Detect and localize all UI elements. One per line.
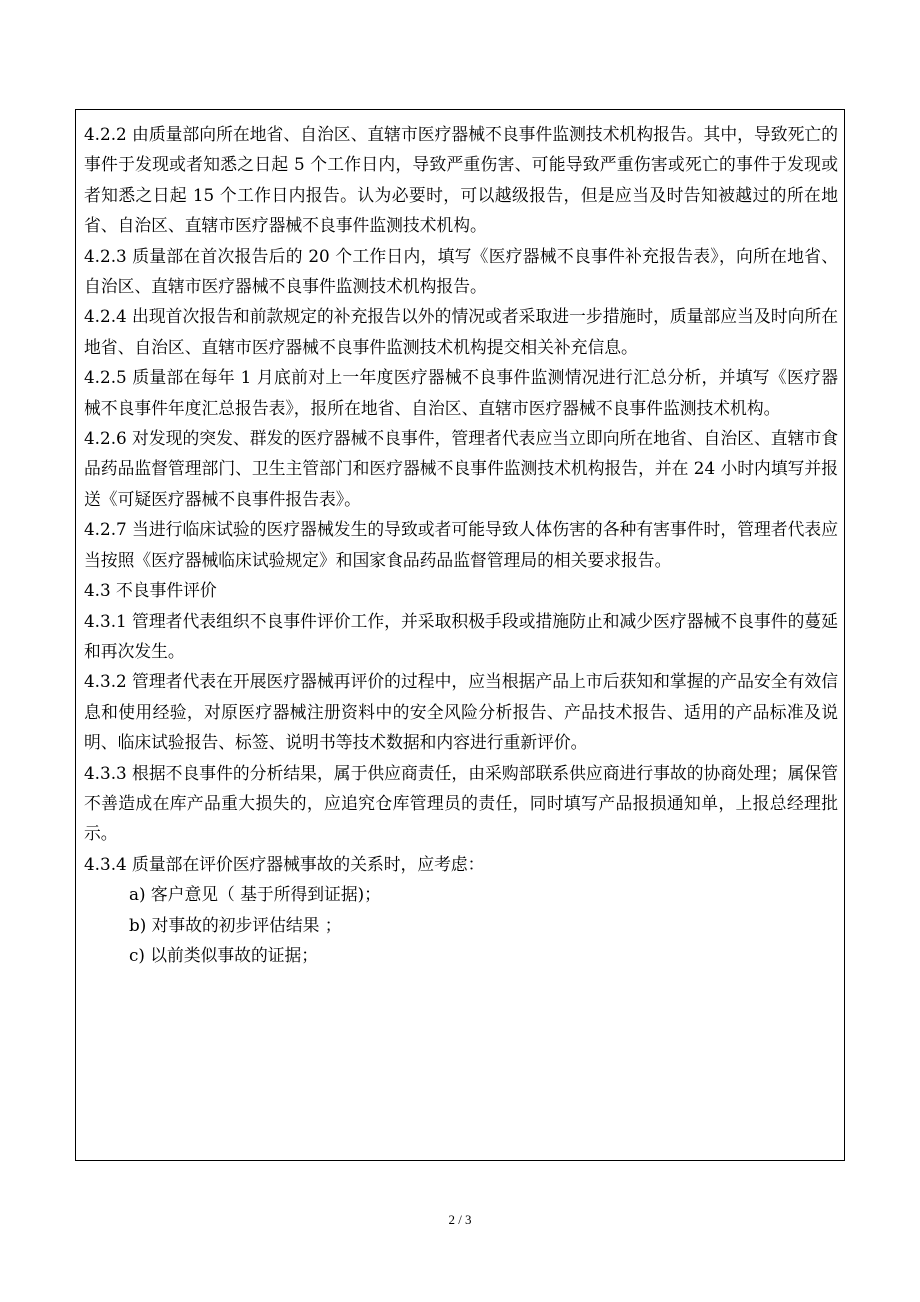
paragraph-4-2-4: 4.2.4 出现首次报告和前款规定的补充报告以外的情况或者采取进一步措施时，质量部应当及时向所在地省、自治区、直辖市医疗器械不良事件监测技术机构提交相关补充信息。 bbox=[84, 306, 838, 357]
page-number: 2 / 3 bbox=[448, 1212, 472, 1227]
content-body bbox=[84, 119, 838, 970]
paragraph-4-2-5: 4.2.5 质量部在每年 1 月底前对上一年度医疗器械不良事件监测情况进行汇总分析，并填写《医疗器械不良事件年度汇总报告表》，报所在地省、自治区、直辖市医疗器械不良事件监测技术机构。 bbox=[84, 367, 838, 418]
paragraph-4-2-2: 4.2.2 由质量部向所在地省、自治区、直辖市医疗器械不良事件监测技术机构报告。其中，导致死亡的事件于发现或者知悉之日起 5 个工作日内，导致严重伤害、可能导致严重伤害或死亡的事件于发现或者知悉之日起 15 个工作日内报告。认为必要时，可以越级报告，但是应当及时告知被越过的所在地省、自治区、直辖市医疗器械不良事件监测技术机构。 bbox=[84, 124, 838, 236]
list-item-a: a) 客户意见（ 基于所得到证据)； bbox=[129, 884, 381, 905]
paragraph-4-2-3: 4.2.3 质量部在首次报告后的 20 个工作日内，填写《医疗器械不良事件补充报告表》，向所在地省、自治区、直辖市医疗器械不良事件监测技术机构报告。 bbox=[84, 245, 838, 297]
paragraph-4-3-2: 4.3.2 管理者代表在开展医疗器械再评价的过程中，应当根据产品上市后获知和掌握的产品安全有效信息和使用经验，对原医疗器械注册资料中的安全风险分析报告、产品技术报告、适用的产品标准及说明、临床试验报告、标签、说明书等技术数据和内容进行重新评价。 bbox=[84, 671, 838, 753]
paragraph-4-3-4: 4.3.4 质量部在评价医疗器械事故的关系时，应考虑： bbox=[84, 853, 485, 874]
paragraph-4-3-1: 4.3.1 管理者代表组织不良事件评价工作，并采取积极手段或措施防止和减少医疗器械不良事件的蔓延和再次发生。 bbox=[84, 610, 838, 661]
paragraph-4-3-3: 4.3.3 根据不良事件的分析结果，属于供应商责任，由采购部联系供应商进行事故的协商处理；属保管不善造成在库产品重大损失的，应追究仓库管理员的责任，同时填写产品报损通知单，上报总经理批示。 bbox=[84, 762, 838, 844]
paragraph-4-2-6: 4.2.6 对发现的突发、群发的医疗器械不良事件，管理者代表应当立即向所在地省、自治区、直辖市食品药品监督管理部门、卫生主管部门和医疗器械不良事件监测技术机构报告，并在 24 小时内填写并报送《可疑医疗器械不良事件报告表》。 bbox=[84, 428, 838, 509]
paragraph-4-2-7: 4.2.7 当进行临床试验的医疗器械发生的导致或者可能导致人体伤害的各种有害事件时，管理者代表应当按照《医疗器械临床试验规定》和国家食品药品监督管理局的相关要求报告。 bbox=[84, 519, 838, 570]
list-item-c: c) 以前类似事故的证据； bbox=[129, 944, 319, 965]
section-heading-4-3: 4.3 不良事件评价 bbox=[84, 580, 217, 601]
content-table-frame bbox=[75, 109, 845, 1161]
list-item-b: b) 对事故的初步评估结果 ； bbox=[129, 914, 342, 935]
